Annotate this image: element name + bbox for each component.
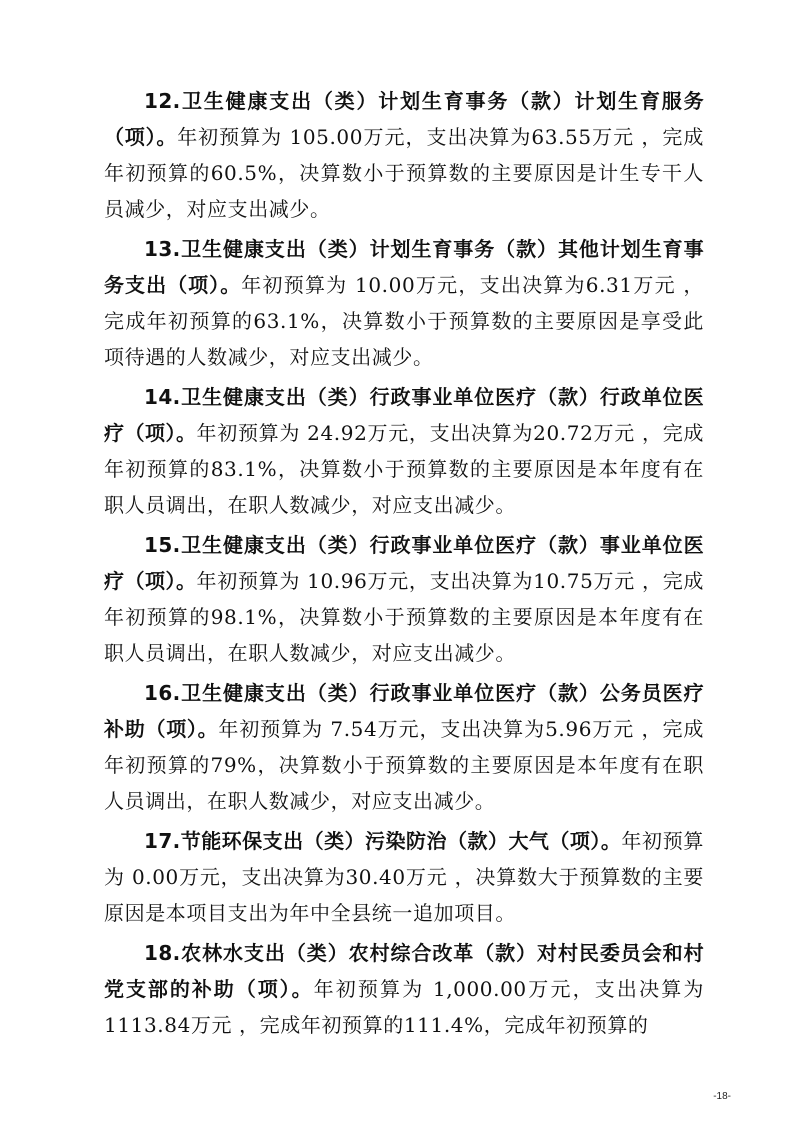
paragraph-heading: 12.卫生健康支出（类）计划生育事务（款）计划生育服务（项）。 [104,89,704,149]
paragraph-text: 年初预算为 0.00万元，支出决算为30.40万元 ，决算数大于预算数的主要原因是本项目支出为年中全县统一追加项目。 [104,829,704,925]
paragraph-heading: 14.卫生健康支出（类）行政事业单位医疗（款）行政单位医疗（项）。 [104,385,704,445]
paragraph-heading: 18.农林水支出（类）农村综合改革（款）对村民委员会和村党支部的补助（项）。 [104,941,704,1001]
paragraph-text: 年初预算为 105.00万元，支出决算为63.55万元 ，完成年初预算的60.5%，决算数小于预算数的主要原因是计生专干人员减少，对应支出减少。 [104,125,704,221]
paragraph-item-15 [104,527,704,671]
paragraph-text: 年初预算为 1,000.00万元，支出决算为1113.84万元 ，完成年初预算的111.4%，完成年初预算的 [104,977,704,1037]
paragraph-text: 年初预算为 10.00万元，支出决算为6.31万元 ，完成年初预算的63.1%，决算数小于预算数的主要原因是享受此项待遇的人数减少，对应支出减少。 [104,273,704,369]
paragraph-item-13 [104,231,704,375]
paragraph-item-12 [104,83,704,227]
paragraph-heading: 16.卫生健康支出（类）行政事业单位医疗（款）公务员医疗补助（项）。 [104,681,704,741]
paragraph-item-14 [104,379,704,523]
paragraph-heading: 13.卫生健康支出（类）计划生育事务（款）其他计划生育事务支出（项）。 [104,237,704,297]
paragraph-text: 年初预算为 7.54万元，支出决算为5.96万元 ，完成年初预算的79%，决算数小于预算数的主要原因是本年度有在职人员调出，在职人数减少，对应支出减少。 [104,717,704,813]
document-body [104,83,704,1047]
paragraph-text: 年初预算为 24.92万元，支出决算为20.72万元 ，完成年初预算的83.1%，决算数小于预算数的主要原因是本年度有在职人员调出，在职人数减少，对应支出减少。 [104,421,705,517]
paragraph-heading: 17.节能环保支出（类）污染防治（款）大气（项）。 [144,829,622,853]
paragraph-heading: 15.卫生健康支出（类）行政事业单位医疗（款）事业单位医疗（项）。 [104,533,704,593]
paragraph-item-17 [104,823,704,931]
page-number: -18- [713,1091,731,1102]
paragraph-item-16 [104,675,704,819]
paragraph-text: 年初预算为 10.96万元，支出决算为10.75万元 ，完成年初预算的98.1%，决算数小于预算数的主要原因是本年度有在职人员调出，在职人数减少，对应支出减少。 [104,569,705,665]
paragraph-item-18 [104,935,704,1043]
